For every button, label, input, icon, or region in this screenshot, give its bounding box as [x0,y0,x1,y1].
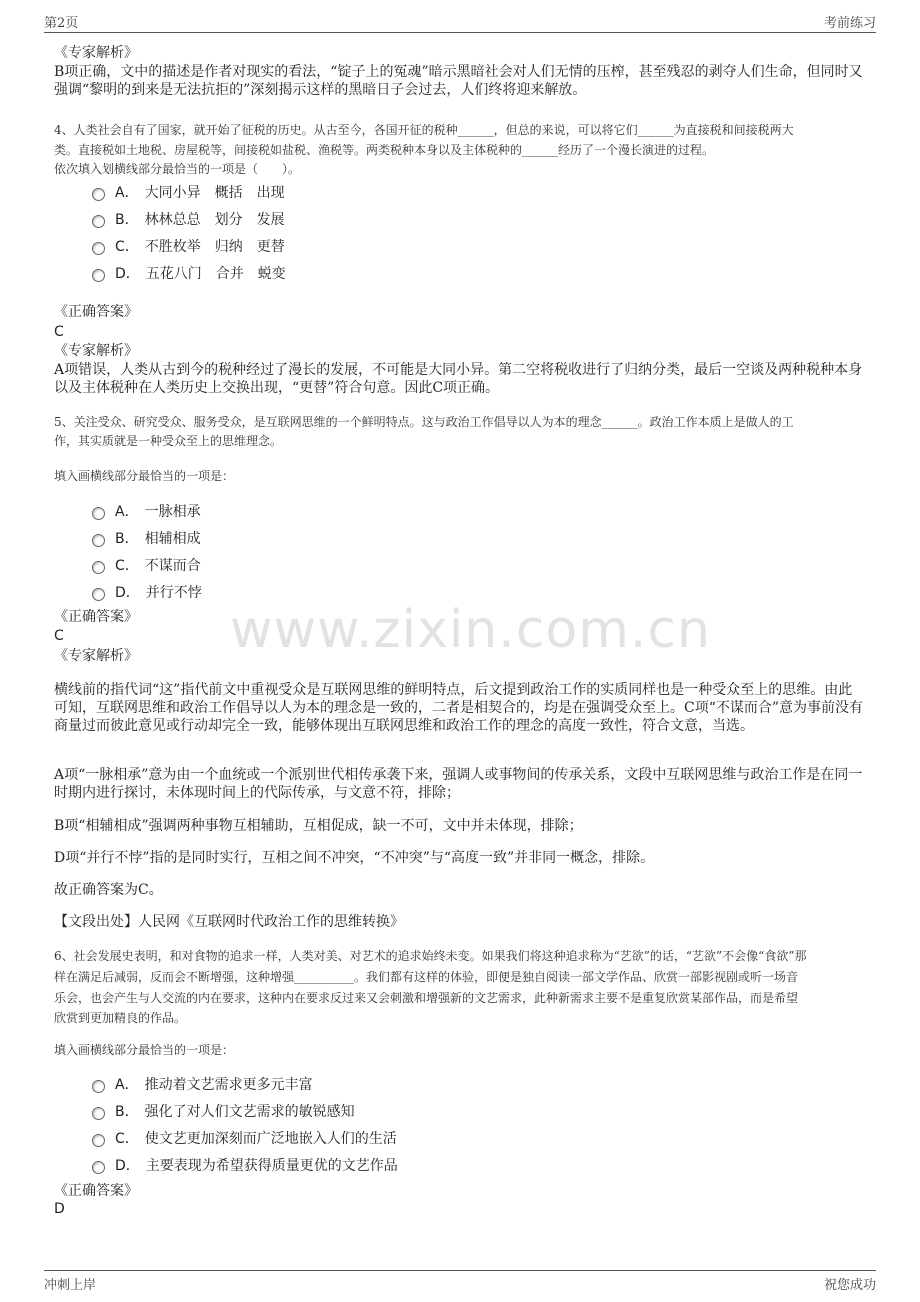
q5-stem-line-2: 作，其实质就是一种受众至上的思维理念。 [54,434,283,448]
q5-source: 【文段出处】人民网《互联网时代政治工作的思维转换》 [54,914,404,930]
q6-answer: D [54,1201,65,1217]
q3-expert-label: 《专家解析》 [54,45,138,61]
q6-stem-line-1: 6、社会发展史表明，和对食物的追求一样，人类对美、对艺术的追求始终未变。如果我们将这种追求称为“艺欲”的话，“艺欲”不会像“食欲”那 [54,949,807,963]
q4-stem-line-2: 类。直接税如土地税、房屋税等，间接税如盐税、渔税等。两类税种本身以及主体税种的______经历了一个漫长演进的过程。 [54,143,715,157]
q4-answer: C [54,324,64,340]
page-footer [44,1270,876,1296]
q5-answer-label: 《正确答案》 [54,609,138,625]
page-number: 第2页 [44,16,79,31]
footer-right-text: 祝您成功 [823,1278,876,1293]
q5-explanation-p1: 横线前的指代词“这”指代前文中重视受众是互联网思维的鲜明特点，后文提到政治工作的实质同样也是一种受众至上的思维。由此可知，互联网思维和政治工作倡导以人为本的理念是一致的，二者是相契合的，均是在强调受众至上。C项“不谋而合”意为事前没有商量过而彼此意见或行动却完全一致，能够体现出互联网思维和政治工作的理念的高度一致性，符合文意，当选。 [54,682,864,734]
q4-option-a[interactable]: A． 大同小异 概括 出现 [92,178,286,205]
radio-button[interactable] [92,1134,105,1147]
header-title: 考前练习 [823,16,876,31]
radio-button[interactable] [92,561,105,574]
q5-option-c[interactable]: C． 不谋而合 [92,551,202,578]
radio-button[interactable] [92,1107,105,1120]
q5-option-d[interactable]: D． 并行不悖 [92,578,202,605]
radio-button[interactable] [92,1080,105,1093]
q6-stem-line-3: 乐会，也会产生与人交流的内在要求，这种内在要求反过来又会刺激和增强新的文艺需求，此种新需求主要不是重复欣赏某部作品，而是希望 [54,991,799,1005]
q6-option-d[interactable]: D． 主要表现为希望获得质量更优的文艺作品 [92,1151,398,1178]
watermark: www.zixin.com.cn [230,600,711,660]
q4-option-c[interactable]: C． 不胜枚举 归纳 更替 [92,232,286,259]
page-header [44,12,876,33]
q4-expert-label: 《专家解析》 [54,343,138,359]
radio-button[interactable] [92,1161,105,1174]
q4-stem-line-3: 依次填入划横线部分最恰当的一项是（ ）。 [54,162,301,176]
radio-button[interactable] [92,215,105,228]
q4-option-b[interactable]: B． 林林总总 划分 发展 [92,205,286,232]
q4-options [92,178,286,286]
q3-explanation: B项正确，文中的描述是作者对现实的看法，“锭子上的冤魂”暗示黑暗社会对人们无情的压榨，甚至残忍的剥夺人们生命，但同时又强调“黎明的到来是无法抗拒的”深刻揭示这样的黑暗日子会过去，人们终将迎来解放。 [54,64,863,98]
q6-stem-line-2: 样在满足后减弱，反而会不断增强，这种增强__________。我们都有这样的体验，即便是独自阅读一部文学作品、欣赏一部影视剧或听一场音 [54,970,799,984]
q6-option-b[interactable]: B． 强化了对人们文艺需求的敏锐感知 [92,1097,398,1124]
q6-stem-line-4: 欣赏到更加精良的作品。 [54,1011,187,1025]
q5-explanation-p4: D项“并行不悖”指的是同时实行，互相之间不冲突，“不冲突”与“高度一致”并非同一概念，排除。 [54,850,655,866]
q4-answer-label: 《正确答案》 [54,304,138,320]
q6-option-a[interactable]: A． 推动着文艺需求更多元丰富 [92,1070,398,1097]
q4-explanation: A项错误，人类从古到今的税种经过了漫长的发展，不可能是大同小异。第二空将税收进行了归纳分类，最后一空谈及两种税种本身以及主体税种在人类历史上交换出现，“更替”符合句意。因此C项正确。 [54,362,863,396]
q6-option-c[interactable]: C． 使文艺更加深刻而广泛地嵌入人们的生活 [92,1124,398,1151]
q5-options [92,497,202,605]
radio-button[interactable] [92,188,105,201]
q5-explanation-p3: B项“相辅相成”强调两种事物互相辅助，互相促成，缺一不可，文中并未体现，排除； [54,818,583,834]
radio-button[interactable] [92,588,105,601]
q5-option-a[interactable]: A． 一脉相承 [92,497,202,524]
q6-options [92,1070,398,1178]
q5-prompt: 填入画横线部分最恰当的一项是： [54,469,235,483]
q5-stem-line-1: 5、关注受众、研究受众、服务受众，是互联网思维的一个鲜明特点。这与政治工作倡导以人为本的理念______。政治工作本质上是做人的工 [54,415,794,429]
q4-stem-line-1: 4、人类社会自有了国家，就开始了征税的历史。从古至今，各国开征的税种______，但总的来说，可以将它们______为直接税和间接税两大 [54,123,794,137]
q6-answer-label: 《正确答案》 [54,1183,138,1199]
radio-button[interactable] [92,507,105,520]
q5-option-b[interactable]: B． 相辅相成 [92,524,202,551]
footer-left-text: 冲刺上岸 [44,1278,97,1293]
radio-button[interactable] [92,534,105,547]
q5-expert-label: 《专家解析》 [54,648,138,664]
q5-explanation-p5: 故正确答案为C。 [54,882,163,898]
q5-explanation-p2: A项“一脉相承”意为由一个血统或一个派别世代相传承袭下来，强调人或事物间的传承关系，文段中互联网思维与政治工作是在同一时期内进行探讨，未体现时间上的代际传承，与文意不符，排除； [54,767,863,801]
q5-answer: C [54,628,64,644]
q4-option-d[interactable]: D． 五花八门 合并 蜕变 [92,259,286,286]
q6-prompt: 填入画横线部分最恰当的一项是： [54,1043,235,1057]
radio-button[interactable] [92,242,105,255]
radio-button[interactable] [92,269,105,282]
